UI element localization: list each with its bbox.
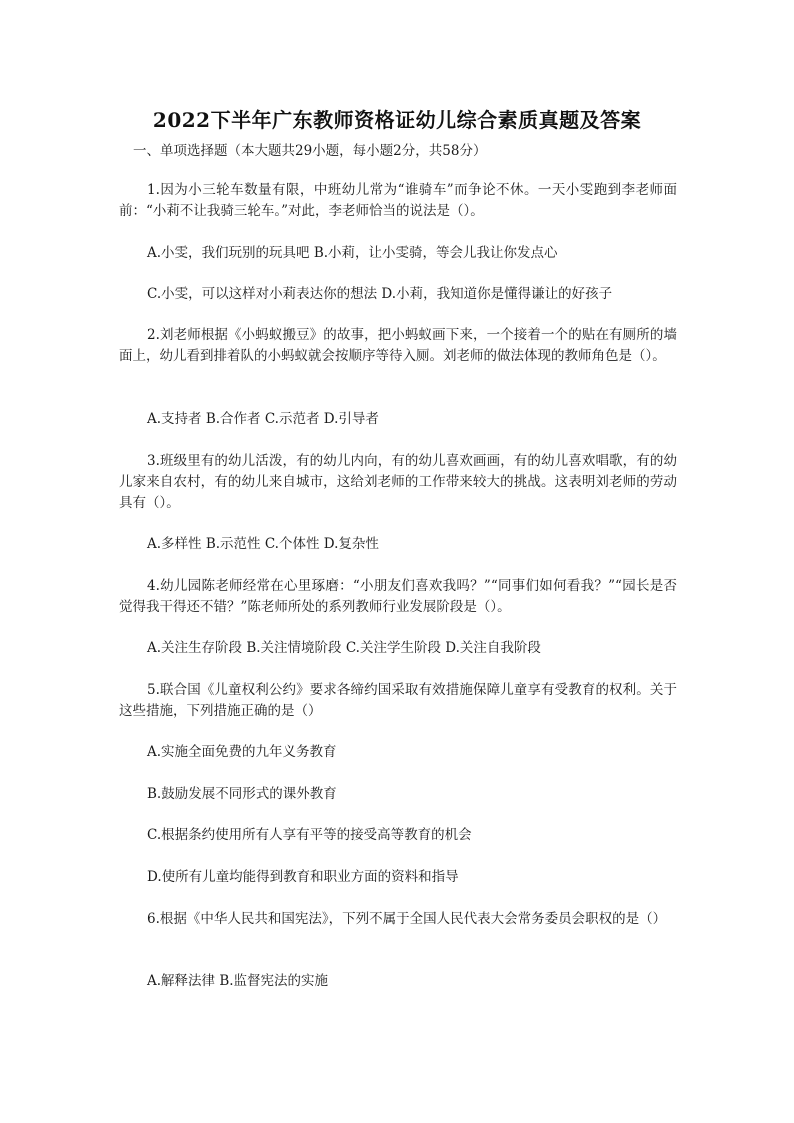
- question-5-option-b: B.鼓励发展不同形式的课外教育: [147, 786, 337, 802]
- document-title: 2022下半年广东教师资格证幼儿综合素质真题及答案: [152, 108, 642, 132]
- question-6-options-ab: A.解释法律 B.监督宪法的实施: [147, 973, 329, 989]
- question-5-option-a: A.实施全面免费的九年义务教育: [147, 744, 337, 760]
- question-3-options: A.多样性 B.示范性 C.个体性 D.复杂性: [147, 536, 379, 552]
- question-5-option-c: C.根据条约使用所有人享有平等的接受高等教育的机会: [147, 827, 472, 843]
- question-5-stem: 5.联合国《儿童权利公约》要求各缔约国采取有效措施保障儿童享有受教育的权利。关于这些措施，下列措施正确的是（）: [119, 682, 677, 719]
- question-3-stem: 3.班级里有的幼儿活泼，有的幼儿内向，有的幼儿喜欢画画，有的幼儿喜欢唱歌，有的幼儿家来自农村，有的幼儿来自城市，这给刘老师的工作带来较大的挑战。这表明刘老师的劳动具有（）。: [119, 453, 677, 511]
- question-1-stem: 1.因为小三轮车数量有限，中班幼儿常为“谁骑车”而争论不休。一天小雯跑到李老师面前：“小莉不让我骑三轮车。”对此，李老师恰当的说法是（）。: [119, 182, 677, 219]
- question-2-stem: 2.刘老师根据《小蚂蚁搬豆》的故事，把小蚂蚁画下来，一个接着一个的贴在有厕所的墙面上，幼儿看到排着队的小蚂蚁就会按顺序等待入厕。刘老师的做法体现的教师角色是（）。: [119, 327, 677, 364]
- question-6-stem: 6.根据《中华人民共和国宪法》，下列不属于全国人民代表大会常务委员会职权的是（）: [147, 911, 667, 927]
- question-5-option-d: D.使所有儿童均能得到教育和职业方面的资料和指导: [147, 869, 459, 885]
- question-4-stem: 4.幼儿园陈老师经常在心里琢磨：“小朋友们喜欢我吗？”“同事们如何看我？”“园长是否觉得我干得还不错？”陈老师所处的系列教师行业发展阶段是（）。: [119, 578, 677, 615]
- question-1-options-cd: C.小雯，可以这样对小莉表达你的想法 D.小莉，我知道你是懂得谦让的好孩子: [147, 286, 613, 302]
- question-2-options: A.支持者 B.合作者 C.示范者 D.引导者: [147, 411, 379, 427]
- section-heading: 一、单项选择题（本大题共29小题，每小题2分，共58分）: [133, 143, 487, 159]
- question-4-options: A.关注生存阶段 B.关注情境阶段 C.关注学生阶段 D.关注自我阶段: [147, 640, 541, 656]
- question-1-options-ab: A.小雯，我们玩别的玩具吧 B.小莉，让小雯骑，等会儿我让你发点心: [147, 245, 558, 261]
